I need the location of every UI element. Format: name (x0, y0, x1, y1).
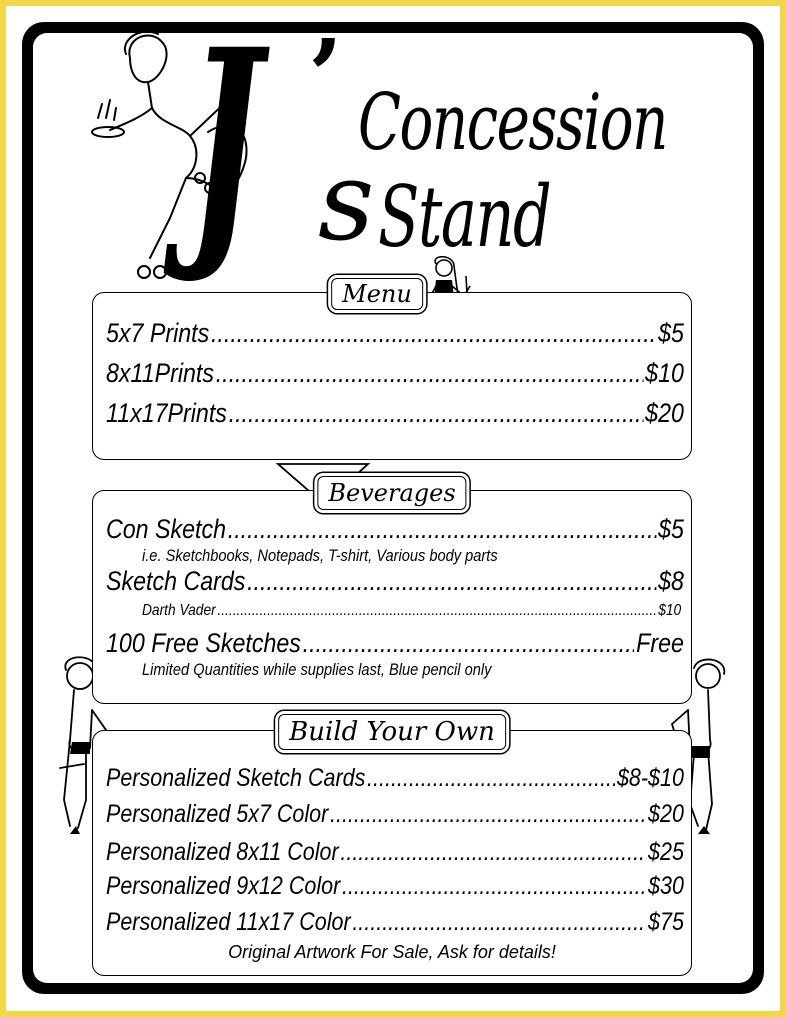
item-price: $25 (648, 838, 684, 866)
leader-dots (303, 628, 635, 659)
build-item-11x17-color (106, 908, 684, 937)
menu-item-8x11-prints (106, 358, 684, 389)
logo-j: J (188, 0, 262, 288)
item-name: Darth Vader (142, 602, 216, 619)
item-name: Personalized Sketch Cards (106, 764, 366, 792)
leader-dots (216, 358, 644, 389)
item-price: $8 (658, 566, 684, 596)
item-name: Personalized 5x7 Color (106, 800, 329, 828)
logo-concession: Concession (358, 78, 667, 168)
item-name: 8x11Prints (106, 358, 214, 388)
item-name: 100 Free Sketches (106, 628, 301, 658)
logo-apostrophe: ’ (308, 17, 343, 135)
logo-s: s (318, 137, 375, 265)
item-name: Sketch Cards (106, 566, 246, 596)
build-item-5x7-color (106, 800, 684, 829)
leader-dots (340, 838, 646, 867)
item-name: Personalized 9x12 Color (106, 872, 341, 900)
item-name: 11x17Prints (106, 398, 227, 428)
menu-item-11x17-prints (106, 398, 684, 429)
beverages-title: Beverages (317, 476, 466, 510)
build-your-own-title: Build Your Own (278, 714, 506, 750)
logo-stand: Stand (378, 168, 551, 266)
item-price: $5 (658, 514, 684, 544)
build-item-sketch-cards (106, 764, 684, 793)
leader-dots (229, 398, 644, 429)
build-item-9x12-color (106, 872, 684, 901)
beverage-sketch-cards (106, 566, 684, 597)
con-sketch-note: i.e. Sketchbooks, Notepads, T-shirt, Various body parts (142, 546, 498, 565)
item-name: Con Sketch (106, 514, 227, 544)
item-price: $10 (645, 358, 684, 388)
free-sketches-note: Limited Quantities while supplies last, Blue pencil only (142, 660, 492, 679)
beverage-con-sketch (106, 514, 684, 545)
item-price: $20 (645, 398, 684, 428)
item-name: Personalized 8x11 Color (106, 838, 339, 866)
item-name: Personalized 11x17 Color (106, 908, 351, 936)
item-price: $8-$10 (616, 764, 684, 792)
leader-dots (211, 318, 656, 349)
leader-dots (217, 602, 656, 620)
original-artwork-note: Original Artwork For Sale, Ask for details! (228, 942, 556, 962)
item-price: $5 (658, 318, 684, 348)
item-name: 5x7 Prints (106, 318, 210, 348)
menu-item-5x7-prints (106, 318, 684, 349)
item-price: Free (636, 628, 684, 658)
leader-dots (342, 872, 646, 901)
leader-dots (352, 908, 646, 937)
roller-girl-illustration (90, 28, 270, 288)
item-price: $30 (648, 872, 684, 900)
leader-dots (228, 514, 657, 545)
item-price: $10 (658, 602, 682, 619)
build-item-8x11-color (106, 838, 684, 867)
menu-title: Menu (331, 278, 423, 310)
leader-dots (367, 764, 615, 793)
beverage-free-sketches (106, 628, 684, 659)
leader-dots (247, 566, 656, 597)
item-price: $75 (648, 908, 684, 936)
beverage-darth-vader (142, 602, 681, 620)
item-price: $20 (648, 800, 684, 828)
leader-dots (330, 800, 646, 829)
